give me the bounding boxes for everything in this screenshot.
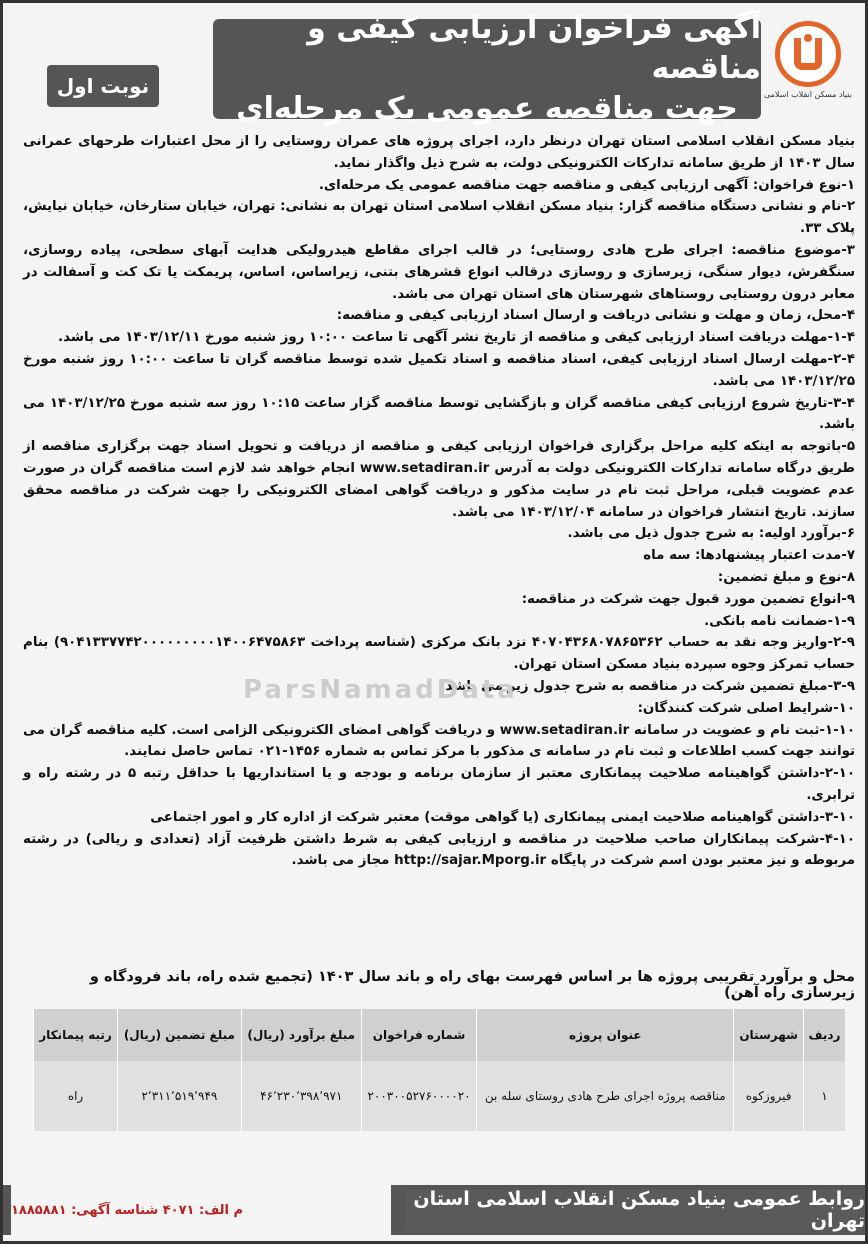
logo bbox=[763, 21, 853, 119]
intro: بنیاد مسکن انقلاب اسلامی استان تهران درنظر دارد، اجرای پروژه های عمران روستایی را از محل اعتبارات طرحهای عمرانی سال ۱۴۰۳ از طریق سامانه تدارکات الکترونیکی دولت، به شرح ذیل واگذار نماید. bbox=[23, 134, 855, 171]
item-9-3: ۳-۹-مبلغ تضمین شرکت در مناقصه به شرح جدول زیر می باشد. bbox=[440, 678, 855, 694]
header bbox=[13, 11, 861, 126]
cell-row: ۱ bbox=[803, 1061, 845, 1131]
cell-guarantee: ۲٬۳۱۱٬۵۱۹٬۹۴۹ bbox=[117, 1061, 241, 1131]
col-grade: رتبه پیمانکار bbox=[33, 1009, 117, 1061]
col-estimate: مبلغ برآورد (ریال) bbox=[241, 1009, 361, 1061]
item-7: ۷-مدت اعتبار پیشنهادها: سه ماه bbox=[643, 548, 855, 564]
round-badge: نوبت اول bbox=[47, 65, 159, 107]
ad-code: م الف: ۴۰۷۱ شناسه آگهی: ۱۸۸۵۸۸۱ bbox=[11, 1185, 391, 1235]
col-row: ردیف bbox=[803, 1009, 845, 1061]
item-4-2: ۲-۴-مهلت ارسال اسناد ارزیابی کیفی، اسناد مناقصه و اسناد تکمیل شده توسط مناقصه گران تا ساعت ۱۰:۰۰ روز شنبه مورخ ۱۴۰۳/۱۲/۲۵ می باشد. bbox=[23, 351, 855, 389]
item-10-2: ۲-۱۰-داشتن گواهینامه صلاحیت پیمانکاری معتبر از سازمان برنامه و بودجه و یا استانداریها با حداقل رتبه ۵ در رشته راه و ترابری. bbox=[23, 766, 855, 803]
item-10-3: ۳-۱۰-داشتن گواهینامه صلاحیت ایمنی پیمانکاری (یا گواهی موقت) معتبر شرکت از اداره کار و امور اجتماعی bbox=[150, 809, 855, 825]
projects-table bbox=[33, 1009, 845, 1131]
logo-icon bbox=[775, 21, 841, 87]
cell-tender-number: ۲۰۰۳۰۰۵۲۷۶۰۰۰۰۲۰ bbox=[361, 1061, 476, 1131]
item-10: ۱۰-شرایط اصلی شرکت کنندگان: bbox=[637, 700, 855, 716]
title-line-1: آگهی فراخوان ارزیابی کیفی و مناقصه bbox=[307, 11, 761, 86]
cell-project: مناقصه پروژه اجرای طرح هادی روستای سله بن bbox=[476, 1061, 733, 1131]
col-project: عنوان پروژه bbox=[476, 1009, 733, 1061]
item-2: ۲-نام و نشانی دستگاه مناقصه گزار: بنیاد مسکن انقلاب اسلامی استان تهران به نشانی: تهران، خیابان ستارخان، خیابان نیایش، پلاک ۳۳. bbox=[23, 199, 855, 237]
footer bbox=[3, 1185, 865, 1235]
item-1: ۱-نوع فراخوان: آگهی ارزیابی کیفی و مناقصه جهت مناقصه عمومی یک مرحله‌ای. bbox=[318, 177, 855, 193]
item-10-4: ۴-۱۰-شرکت پیمانکاران صاحب صلاحیت در مناقصه و ارزیابی کیفی به شرط داشتن ظرفیت آزاد (تعدادی و ریالی) در رشته مربوطه و نیز معتبر بودن اسم شرکت در پایگاه http://sajar.Mporg.ir مجاز می باشد. bbox=[23, 831, 855, 869]
item-4: ۴-محل، زمان و مهلت و نشانی دریافت و ارسال اسناد ارزیابی کیفی و مناقصه: bbox=[336, 308, 855, 324]
item-4-1: ۱-۴-مهلت دریافت اسناد ارزیابی کیفی و مناقصه از تاریخ نشر آگهی تا ساعت ۱۰:۰۰ روز شنبه مورخ ۱۴۰۳/۱۲/۱۱ می باشد. bbox=[58, 330, 855, 346]
public-relations-banner: روابط عمومی بنیاد مسکن انقلاب اسلامی استان تهران bbox=[405, 1189, 865, 1231]
title-box bbox=[213, 11, 761, 126]
cell-grade: راه bbox=[33, 1061, 117, 1131]
item-3: ۳-موضوع مناقصه: اجرای طرح هادی روستایی؛ در قالب اجرای مقاطع هیدرولیکی هدایت آبهای سطحی، پیاده روسازی، سنگفرش، دیوار سنگی، زیرسازی و روسازی درقالب انواع قشرهای بتنی، زیراساس، اساس، پریمکت یا تک کت و آسفالت در معابر درون روستایی روستاهای شهرستان های استان تهران می باشد. bbox=[23, 242, 855, 302]
watermark: ParsNamadData bbox=[243, 675, 518, 705]
item-5: ۵-باتوجه به اینکه کلیه مراحل برگزاری فراخوان ارزیابی کیفی و مناقصه از دریافت و تحویل اسناد جهت برگزاری مناقصه از طریق درگاه سامانه تدارکات الکترونیکی دولت به آدرس www.setadiran.ir انجام خواهد شد لازم است مناقصه گران در صورت عدم عضویت قبلی، مراحل ثبت نام در سایت مذکور و دریافت گواهی امضای الکترونیکی را جهت شرکت در مناقصه محقق سازند. تاریخ انتشار فراخوان در سامانه ۱۴۰۳/۱۲/۰۴ می باشد. bbox=[23, 439, 856, 520]
col-tender-number: شماره فراخوان bbox=[361, 1009, 476, 1061]
table-header-row bbox=[33, 1009, 845, 1061]
item-9: ۹-انواع تضمین مورد قبول جهت شرکت در مناقصه: bbox=[521, 591, 855, 607]
title-line-2: جهت مناقصه عمومی یک مرحله‌ای bbox=[236, 91, 738, 126]
item-8: ۸-نوع و مبلغ تضمین: bbox=[717, 569, 855, 585]
announcement-body bbox=[23, 131, 855, 872]
item-9-2: ۲-۹-واریز وجه نقد به حساب ۴۰۷۰۴۳۶۸۰۷۸۶۵۳۶۲ نزد بانک مرکزی (شناسه پرداخت ۹۰۴۱۳۳۷۷۴۲۰۰۰۰۰۰۰۰۰۱۴۰۰۶۴۷۵۸۶۳) بنام حساب تمرکز وجوه سپرده بنیاد مسکن استان تهران. bbox=[23, 635, 855, 673]
cell-city: فیروزکوه bbox=[733, 1061, 803, 1131]
col-guarantee: مبلغ تضمین (ریال) bbox=[117, 1009, 241, 1061]
cell-estimate: ۴۶٬۲۳۰٬۳۹۸٬۹۷۱ bbox=[241, 1061, 361, 1131]
item-6: ۶-برآورد اولیه: به شرح جدول ذیل می باشد. bbox=[567, 526, 855, 542]
logo-text: بنیاد مسکن انقلاب اسلامی bbox=[763, 90, 853, 99]
table-title: محل و برآورد تقریبی پروژه ها بر اساس فهرست بهای راه و باند سال ۱۴۰۳ (تجمیع شده راه، باند فرودگاه و زیرسازی راه آهن) bbox=[89, 969, 855, 1001]
col-city: شهرستان bbox=[733, 1009, 803, 1061]
table-row bbox=[33, 1061, 845, 1131]
item-9-1: ۱-۹-ضمانت نامه بانکی. bbox=[704, 613, 855, 629]
item-10-1: ۱-۱۰-ثبت نام و عضویت در سامانه www.setadiran.ir و دریافت گواهی امضای الکترونیکی الزامی است. کلیه مناقصه گران می توانند جهت کسب اطلاعات و ثبت نام در سامانه ی مذکور با مرکز تماس به شماره ۱۴۵۶-۰۲۱ تماس حاصل نمایند. bbox=[23, 722, 855, 760]
item-4-3: ۳-۴-تاریخ شروع ارزیابی کیفی مناقصه گران و بازگشایی توسط مناقصه گزار ساعت ۱۰:۱۵ روز سه شنبه مورخ ۱۴۰۳/۱۲/۲۵ می باشد. bbox=[23, 395, 855, 433]
